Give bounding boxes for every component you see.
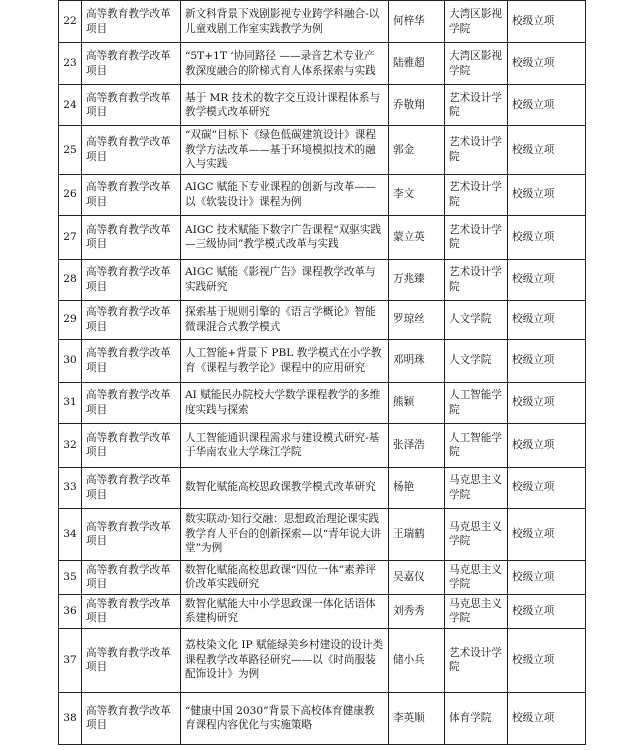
row-number: 31 — [59, 382, 82, 423]
project-leader: 邓明珠 — [389, 339, 445, 382]
project-category: 高等教育教学改革项目 — [82, 339, 181, 382]
college-name: 艺术设计学院 — [445, 215, 508, 259]
project-leader: 陆雅超 — [389, 43, 445, 85]
project-leader: 乔敬翔 — [389, 85, 445, 126]
project-title: 人工智能+背景下 PBL 教学模式在小学教育《课程与教学论》课程中的应用研究 — [181, 339, 389, 382]
approval-level: 校级立项 — [508, 300, 586, 339]
project-title: “双碳”目标下《绿色低碳建筑设计》课程教学方法改革——基于环境模拟技术的融入与实践 — [181, 126, 389, 175]
project-leader: 万兆臻 — [389, 259, 445, 300]
project-category: 高等教育教学改革项目 — [82, 43, 181, 85]
table-row — [59, 126, 586, 175]
project-title: 基于 MR 技术的数字交互设计课程体系与教学模式改革研究 — [181, 85, 389, 126]
project-leader: 熊颖 — [389, 382, 445, 423]
approval-level: 校级立项 — [508, 594, 586, 628]
row-number: 29 — [59, 300, 82, 339]
project-category: 高等教育教学改革项目 — [82, 692, 181, 744]
project-title: 数智化赋能高校思政课“四位一体”素养评价改革实践研究 — [181, 560, 389, 594]
college-name: 大湾区影视学院 — [445, 43, 508, 85]
college-name: 大湾区影视学院 — [445, 1, 508, 43]
project-title: 新文科背景下戏剧影视专业跨学科融合-以儿童戏剧工作室实践教学为例 — [181, 1, 389, 43]
project-category: 高等教育教学改革项目 — [82, 382, 181, 423]
project-title: 探索基于规则引擎的《语言学概论》智能微课混合式教学模式 — [181, 300, 389, 339]
table-row — [59, 174, 586, 215]
approval-level: 校级立项 — [508, 126, 586, 175]
college-name: 艺术设计学院 — [445, 174, 508, 215]
project-category: 高等教育教学改革项目 — [82, 594, 181, 628]
approval-level: 校级立项 — [508, 85, 586, 126]
project-title: AIGC 技术赋能下数字广告课程“双驱实践—三级协同”教学模式改革与实践 — [181, 215, 389, 259]
project-leader: 李英顺 — [389, 692, 445, 744]
project-category: 高等教育教学改革项目 — [82, 215, 181, 259]
row-number: 36 — [59, 594, 82, 628]
row-number: 33 — [59, 467, 82, 508]
row-number: 38 — [59, 692, 82, 744]
table-row — [59, 692, 586, 744]
project-title: “5T+1T ‘协同路径 ——录音艺术专业产教深度融合的阶梯式育人体系探索与实践 — [181, 43, 389, 85]
project-title: 数智化赋能大中小学思政课一体化话语体系建构研究 — [181, 594, 389, 628]
row-number: 34 — [59, 508, 82, 560]
college-name: 马克思主义学院 — [445, 594, 508, 628]
college-name: 马克思主义学院 — [445, 467, 508, 508]
row-number: 28 — [59, 259, 82, 300]
college-name: 人工智能学院 — [445, 423, 508, 467]
approval-level: 校级立项 — [508, 467, 586, 508]
approval-level: 校级立项 — [508, 43, 586, 85]
row-number: 22 — [59, 1, 82, 43]
approval-level: 校级立项 — [508, 1, 586, 43]
row-number: 35 — [59, 560, 82, 594]
project-category: 高等教育教学改革项目 — [82, 85, 181, 126]
table-row — [59, 85, 586, 126]
project-title: AIGC 赋能《影视广告》课程教学改革与实践研究 — [181, 259, 389, 300]
approval-level: 校级立项 — [508, 560, 586, 594]
project-category: 高等教育教学改革项目 — [82, 508, 181, 560]
project-leader: 蒙立英 — [389, 215, 445, 259]
college-name: 马克思主义学院 — [445, 508, 508, 560]
approval-level: 校级立项 — [508, 692, 586, 744]
approval-level: 校级立项 — [508, 423, 586, 467]
project-category: 高等教育教学改革项目 — [82, 126, 181, 175]
approval-level: 校级立项 — [508, 382, 586, 423]
approval-level: 校级立项 — [508, 215, 586, 259]
project-title: 人工智能通识课程需求与建设模式研究-基于华南农业大学珠江学院 — [181, 423, 389, 467]
college-name: 艺术设计学院 — [445, 628, 508, 692]
table-row — [59, 43, 586, 85]
project-leader: 张泽浩 — [389, 423, 445, 467]
table-row — [59, 259, 586, 300]
approval-level: 校级立项 — [508, 174, 586, 215]
project-category: 高等教育教学改革项目 — [82, 467, 181, 508]
project-category: 高等教育教学改革项目 — [82, 300, 181, 339]
project-title: 数智化赋能高校思政课教学模式改革研究 — [181, 467, 389, 508]
project-leader: 吴嘉仪 — [389, 560, 445, 594]
project-category: 高等教育教学改革项目 — [82, 560, 181, 594]
college-name: 艺术设计学院 — [445, 259, 508, 300]
table-row — [59, 594, 586, 628]
table-row — [59, 382, 586, 423]
table-row — [59, 423, 586, 467]
table-row — [59, 300, 586, 339]
college-name: 人文学院 — [445, 339, 508, 382]
table-row — [59, 1, 586, 43]
project-category: 高等教育教学改革项目 — [82, 259, 181, 300]
college-name: 人工智能学院 — [445, 382, 508, 423]
college-name: 体育学院 — [445, 692, 508, 744]
college-name: 艺术设计学院 — [445, 85, 508, 126]
table-row — [59, 215, 586, 259]
approval-level: 校级立项 — [508, 339, 586, 382]
project-category: 高等教育教学改革项目 — [82, 1, 181, 43]
project-leader: 储小兵 — [389, 628, 445, 692]
row-number: 24 — [59, 85, 82, 126]
table-row — [59, 339, 586, 382]
approval-level: 校级立项 — [508, 628, 586, 692]
project-table — [58, 0, 586, 745]
row-number: 26 — [59, 174, 82, 215]
row-number: 30 — [59, 339, 82, 382]
project-category: 高等教育教学改革项目 — [82, 174, 181, 215]
project-title: “健康中国 2030”背景下高校体育健康教育课程内容优化与实施策略 — [181, 692, 389, 744]
table-row — [59, 467, 586, 508]
approval-level: 校级立项 — [508, 508, 586, 560]
project-leader: 刘秀秀 — [389, 594, 445, 628]
row-number: 32 — [59, 423, 82, 467]
table-row — [59, 508, 586, 560]
project-category: 高等教育教学改革项目 — [82, 628, 181, 692]
row-number: 23 — [59, 43, 82, 85]
project-table-body — [59, 1, 586, 745]
project-leader: 郭金 — [389, 126, 445, 175]
project-leader: 何梓华 — [389, 1, 445, 43]
project-leader: 罗琼丝 — [389, 300, 445, 339]
project-title: 数实联动·知行交融：思想政治理论课实践教学育人平台的创新探索—以“青年说大讲堂”为例 — [181, 508, 389, 560]
project-title: AI 赋能民办院校大学数学课程教学的多维度实践与探索 — [181, 382, 389, 423]
college-name: 艺术设计学院 — [445, 126, 508, 175]
project-title: 荔枝染文化 IP 赋能绿美乡村建设的设计类课程教学改革路径研究——以《时尚服装配饰设计》为例 — [181, 628, 389, 692]
row-number: 25 — [59, 126, 82, 175]
row-number: 27 — [59, 215, 82, 259]
project-leader: 王瑞鹤 — [389, 508, 445, 560]
table-row — [59, 560, 586, 594]
approval-level: 校级立项 — [508, 259, 586, 300]
project-leader: 李文 — [389, 174, 445, 215]
row-number: 37 — [59, 628, 82, 692]
project-category: 高等教育教学改革项目 — [82, 423, 181, 467]
project-title: AIGC 赋能下专业课程的创新与改革——以《软装设计》课程为例 — [181, 174, 389, 215]
college-name: 马克思主义学院 — [445, 560, 508, 594]
project-leader: 杨艳 — [389, 467, 445, 508]
table-row — [59, 628, 586, 692]
college-name: 人文学院 — [445, 300, 508, 339]
